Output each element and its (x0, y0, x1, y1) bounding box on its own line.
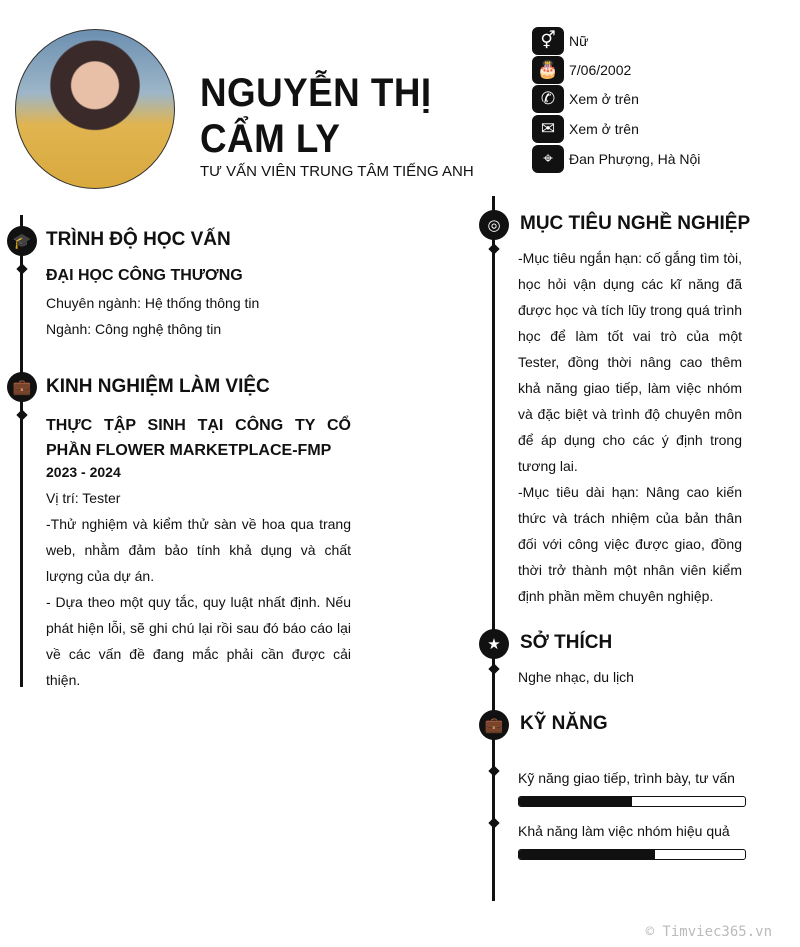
full-name: NGUYỄN THỊ CẨM LY (200, 71, 432, 161)
objective-long-term: -Mục tiêu dài hạn: Nâng cao kiến thức và trách nhiệm của bản thân đối với công việc được giao, đồng thời trở thành một nhân viên kiểm định phần mềm chuyên nghiệp. (518, 484, 742, 604)
watermark: © Timviec365.vn (645, 924, 772, 940)
profile-photo (15, 29, 175, 189)
phone-icon: ✆ (532, 85, 564, 113)
briefcase-icon: 💼 (479, 710, 509, 740)
star-icon: ★ (479, 629, 509, 659)
graduation-cap-icon: 🎓 (7, 226, 37, 256)
mail-icon: ✉ (532, 115, 564, 143)
contact-birthday: 🎂 7/06/2002 (532, 55, 631, 85)
gender-icon: ⚥ (532, 27, 564, 55)
skill-bar-fill (519, 850, 655, 859)
skill-bar (518, 849, 746, 860)
education-heading: TRÌNH ĐỘ HỌC VẤN (46, 229, 231, 250)
skill-label: Khả năng làm việc nhóm hiệu quả (518, 823, 730, 839)
timeline-dot (16, 409, 27, 420)
contact-gender: ⚥ Nữ (532, 26, 588, 56)
skills-heading: KỸ NĂNG (520, 713, 608, 734)
school-name: ĐẠI HỌC CÔNG THƯƠNG (46, 267, 243, 284)
birthday-cake-icon: 🎂 (532, 56, 564, 84)
timeline-dot (488, 765, 499, 776)
timeline-line-right (492, 196, 495, 901)
job-description-1: -Thử nghiệm và kiểm thử sàn về hoa qua trang web, nhằm đảm bảo tính khả dụng và chất lượng của dự án. (46, 516, 351, 584)
timeline-line-left (20, 215, 23, 687)
job-position: Vị trí: Tester (46, 490, 121, 506)
timeline-dot (488, 663, 499, 674)
education-field: Ngành: Công nghệ thông tin (46, 321, 222, 337)
hobbies-heading: SỞ THÍCH (520, 632, 613, 653)
experience-heading: KINH NGHIỆM LÀM VIỆC (46, 376, 270, 397)
timeline-dot (16, 263, 27, 274)
job-period: 2023 - 2024 (46, 464, 121, 480)
briefcase-icon: 💼 (7, 372, 37, 402)
job-title: TƯ VẤN VIÊN TRUNG TÂM TIẾNG ANH (200, 163, 474, 180)
job-title-company: THỰC TẬP SINH TẠI CÔNG TY CỔ PHẦN FLOWER MARKETPLACE-FMP (46, 417, 351, 459)
skill-label: Kỹ năng giao tiếp, trình bày, tư vấn (518, 770, 735, 786)
target-icon: ◎ (479, 210, 509, 240)
objective-heading: MỤC TIÊU NGHỀ NGHIỆP (520, 213, 751, 234)
job-description-2: - Dựa theo một quy tắc, quy luật nhất định. Nếu phát hiện lỗi, sẽ ghi chú lại rồi sau đó báo cáo lại về các vấn đề đang mắc phải cần được cải thiện. (46, 594, 351, 688)
contact-phone: ✆ Xem ở trên (532, 84, 639, 114)
contact-address: ⌖ Đan Phượng, Hà Nội (532, 144, 700, 174)
location-icon: ⌖ (532, 145, 564, 173)
timeline-dot (488, 243, 499, 254)
timeline-dot (488, 817, 499, 828)
education-major: Chuyên ngành: Hệ thống thông tin (46, 295, 260, 311)
contact-email: ✉ Xem ở trên (532, 114, 639, 144)
skill-bar-fill (519, 797, 632, 806)
skill-bar (518, 796, 746, 807)
objective-short-term: -Mục tiêu ngắn hạn: cố gắng tìm tòi, học hỏi vận dụng các kĩ năng đã được học và tích lũy trong quá trình học để làm tốt vai trò của một Tester, đồng thời nâng cao thêm khả năng giao tiếp, làm việc nhóm và đặc biệt và trình độ chuyên môn để áp dụng cho các ý định trong tương lai. (518, 250, 742, 474)
hobbies-text: Nghe nhạc, du lịch (518, 669, 634, 685)
